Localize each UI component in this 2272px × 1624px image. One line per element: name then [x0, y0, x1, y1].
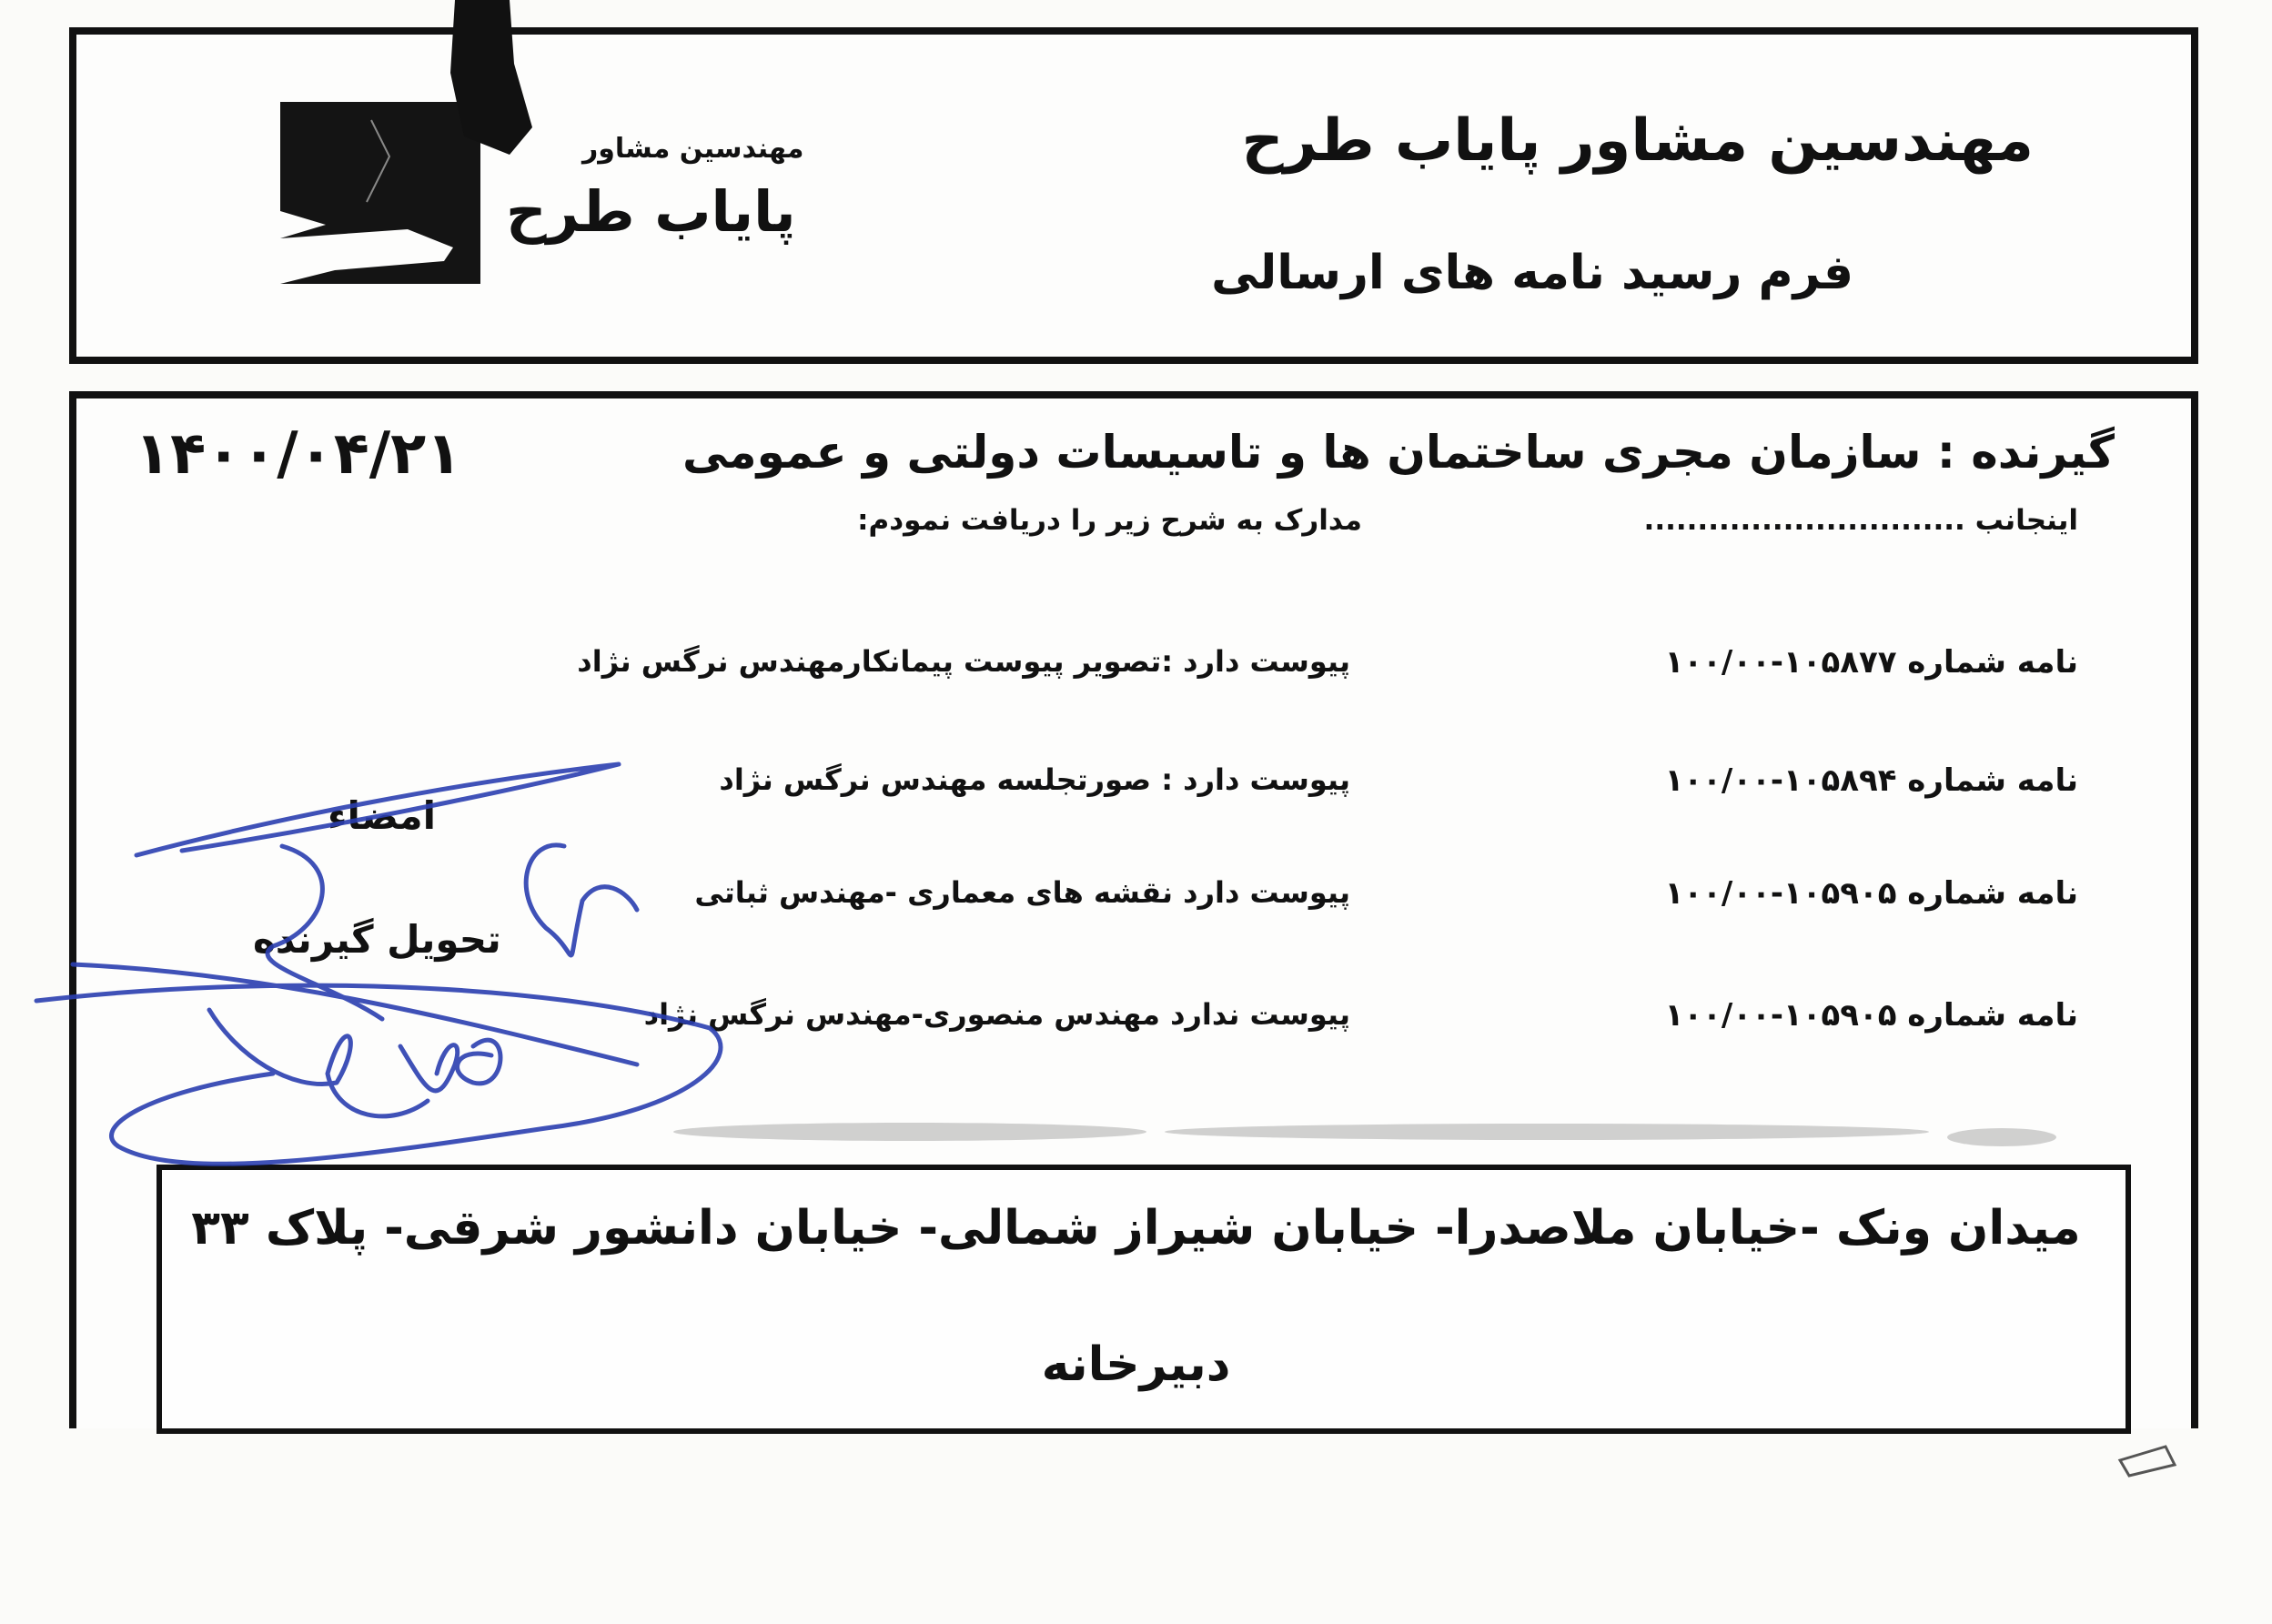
- letter-description: پیوست دارد :تصویر پیوست پیمانکارمهندس نرگس نژاد: [577, 644, 1350, 679]
- logo-mark-icon: [280, 102, 480, 284]
- letter-number: نامه شماره ۱۰۵۸۹۴-۱۰۰/۰۰: [1664, 762, 2078, 799]
- logo-main-text: پایاب طرح: [506, 178, 796, 245]
- letter-description: پیوست ندارد مهندس منصوری-مهندس نرگس نژاد: [643, 997, 1350, 1032]
- signature-label: امضاء: [328, 793, 437, 838]
- intro-start: اینجانب ..............................: [1643, 504, 2078, 537]
- letter-number: نامه شماره ۱۰۵۸۷۷-۱۰۰/۰۰: [1664, 644, 2078, 681]
- page-title: مهندسین مشاور پایاب طرح: [1241, 107, 2034, 175]
- form-subtitle: فرم رسید نامه های ارسالی: [1211, 246, 1853, 300]
- letter-description: پیوست دارد : صورتجلسه مهندس نرگس نژاد: [719, 762, 1350, 797]
- receiver-label: تحویل گیرنده: [253, 917, 501, 962]
- office-label: دبیرخانه: [1041, 1337, 1231, 1392]
- letter-number: نامه شماره ۱۰۵۹۰۵-۱۰۰/۰۰: [1664, 875, 2078, 912]
- letter-number: نامه شماره ۱۰۵۹۰۵-۱۰۰/۰۰: [1664, 997, 2078, 1034]
- form-date: ۱۴۰۰/۰۴/۲۱: [135, 420, 462, 488]
- logo-small-text: مهندسین مشاور: [582, 133, 804, 165]
- address-line: میدان ونک -خیابان ملاصدرا- خیابان شیراز شمالی- خیابان دانشور شرقی- پلاک ۳۳: [191, 1201, 2081, 1256]
- list-item: [0, 997, 2272, 1052]
- recipient-line: گیرنده : سازمان مجری ساختمان ها و تاسیسات دولتی و عمومی: [682, 426, 2115, 479]
- list-item: [0, 644, 2272, 699]
- letter-description: پیوست دارد نقشه های معماری -مهندس ثباتی: [694, 875, 1350, 910]
- intro-end: مدارک به شرح زیر را دریافت نمودم:: [857, 504, 1362, 537]
